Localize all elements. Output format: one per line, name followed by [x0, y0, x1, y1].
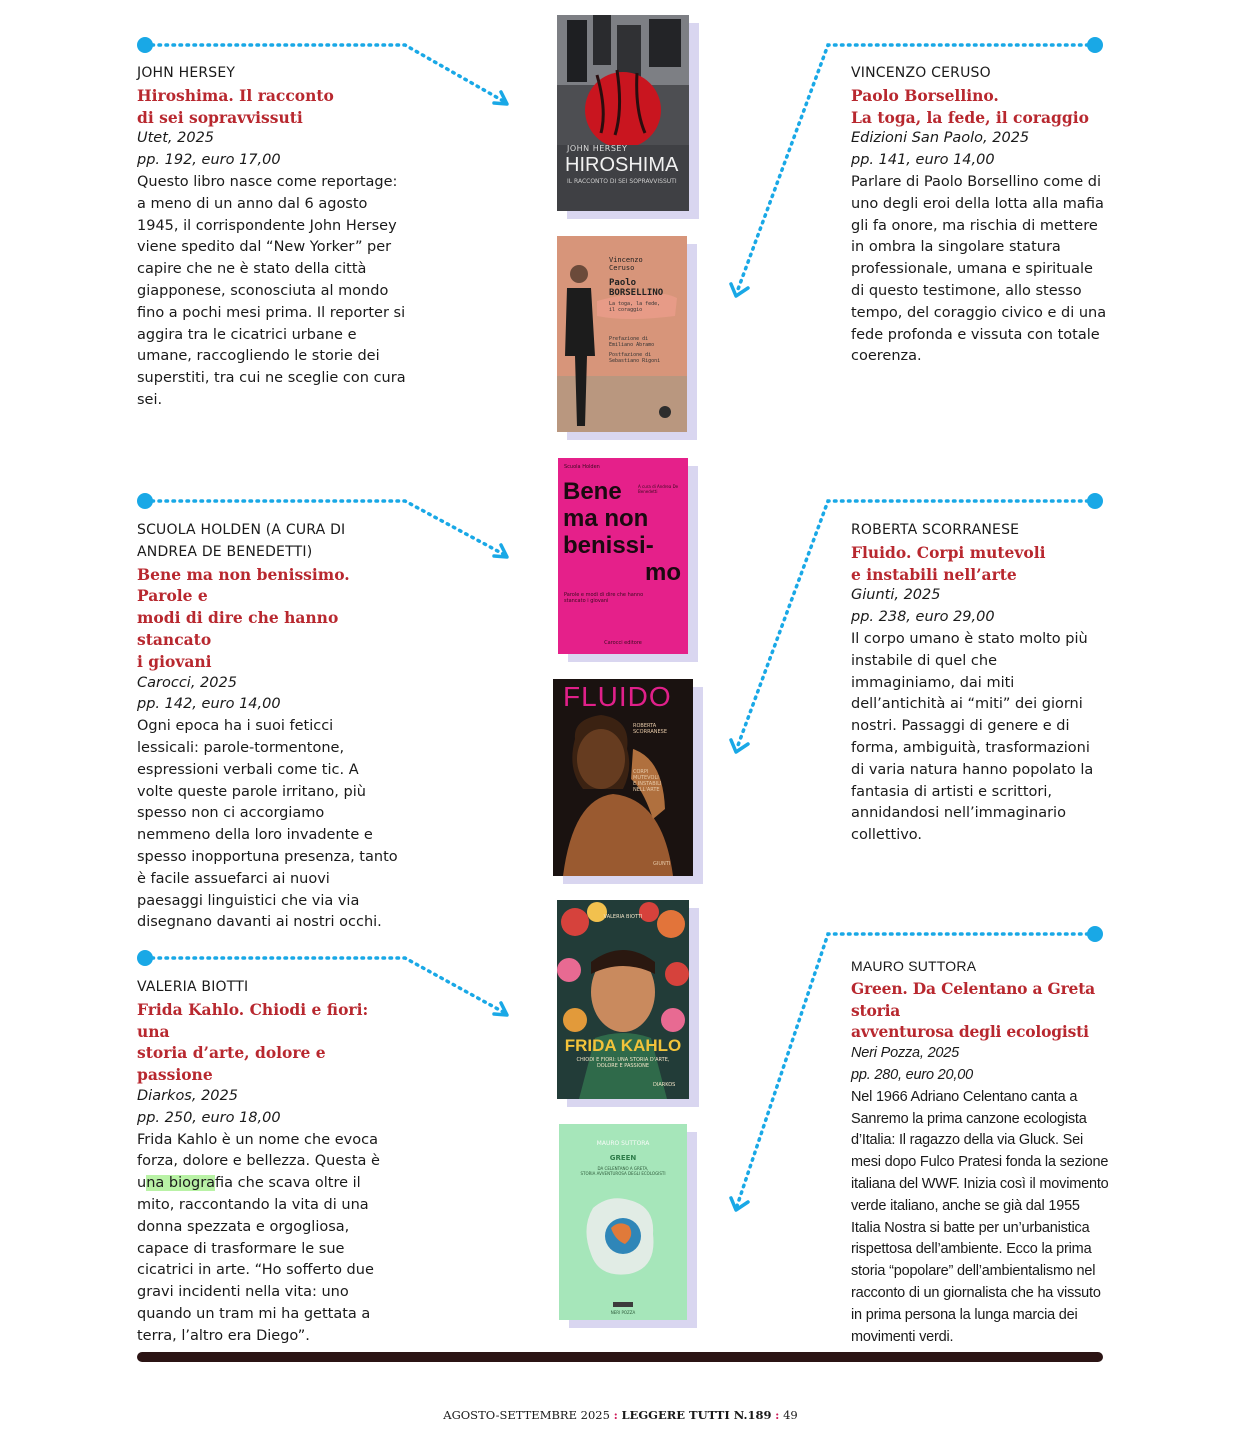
book-description: Questo libro nasce come reportage: a meno di un anno dal 6 agosto 1945, il corrispondente John Hersey viene spedito dal “New Yorker” per capire che ne è stato della città giapponese, sconosciuta al mondo fino a pochi mesi prima. Il reporter si aggira tra le cicatrici urbane e umane, raccogliendo le storie dei superstiti, tra cui ne sceglie con cura sei.: [137, 173, 406, 408]
cover-fluido: [553, 679, 693, 876]
connector-dot: [137, 493, 153, 509]
text-highlight: na biogra: [146, 1175, 216, 1192]
cover-subtitle: CHIODI E FIORI: UNA STORIA D'ARTE, DOLORE E PASSIONE: [576, 1057, 670, 1069]
cover-title: HIROSHIMA: [565, 154, 679, 176]
book-entry-frida-kahlo: [137, 977, 393, 1348]
book-author: SCUOLA HOLDEN (A CURA DI ANDREA DE BENEDETTI): [137, 522, 346, 560]
book-title: Fluido. Corpi mutevoli e instabili nell’arte: [851, 542, 1046, 584]
cover-bene-ma-non-benissimo: [558, 458, 688, 654]
cover-title: FRIDA KAHLO: [564, 1036, 682, 1055]
connector-dot: [137, 37, 153, 53]
book-price: pp. 141, euro 14,00: [851, 152, 995, 169]
book-description: Il corpo umano è stato molto più instabile di quel che immaginiamo, dai miti dell’antichità ai “miti” dei giorni nostri. Passaggi di genere e di forma, ambiguità, trasformazioni di varia natura hanno popolato la fantasia di artisti e scrittori, annidandosi nell’immaginario collettivo.: [851, 630, 1094, 844]
cover-author: JOHN HERSEY: [567, 144, 628, 153]
footer-issue-date: AGOSTO-SETTEMBRE 2025: [443, 1408, 610, 1422]
book-publisher: Neri Pozza, 2025: [851, 1045, 960, 1062]
book-description: Frida Kahlo è un nome che evoca forza, dolore e bellezza. Questa è una biografia che scava oltre il mito, raccontando la vita di una donna spezzata e orgogliosa, capace di trasformare le sue cicatrici in arte. “Ho sofferto due gravi incidenti nella vita: uno quando un tram mi ha gettata a terra, l’altro era Diego”.: [137, 1131, 380, 1344]
cover-author: Vincenzo Ceruso: [609, 256, 643, 272]
book-description: Ogni epoca ha i suoi feticci lessicali: parole-tormentone, espressioni verbali come tic. A volte queste parole irritano, più spesso non ci accorgiamo nemmeno della loro invadente e spesso inopportuna presenza, tanto è facile assuefarci ai nuovi paesaggi linguistici che via via disegnano davanti ai nostri occhi.: [137, 718, 398, 931]
connector-dot: [1087, 926, 1103, 942]
cover-hiroshima: [557, 15, 689, 211]
cover-art: [557, 900, 689, 1099]
footer-magazine: LEGGERE TUTTI N.189: [621, 1408, 772, 1422]
cover-title: GREEN: [609, 1154, 637, 1162]
book-title: Frida Kahlo. Chiodi e fiori: una storia d’arte, dolore e passione: [137, 999, 369, 1085]
book-entry-green: [851, 956, 1113, 1348]
footer-separator: :: [775, 1408, 780, 1422]
cover-editor: A cura di Andrea De Benedetti: [638, 484, 679, 494]
book-author: VINCENZO CERUSO: [851, 65, 991, 81]
book-entry-hiroshima: [137, 63, 407, 412]
cover-author: VALERIA BIOTTI: [603, 914, 643, 920]
book-publisher: Carocci, 2025: [137, 674, 237, 691]
book-price: pp. 192, euro 17,00: [137, 152, 281, 169]
cover-subtitle: Parole e modi di dire che hanno stancato i giovani: [564, 592, 644, 604]
footer-separator: :: [613, 1408, 618, 1422]
book-author: ROBERTA SCORRANESE: [851, 522, 1020, 538]
cover-subtitle: La toga, la fede, il coraggio: [609, 301, 661, 313]
cover-title: Bene ma non benissi- mo: [563, 478, 681, 586]
cover-publisher: DIARKOS: [653, 1082, 676, 1088]
cover-author: ROBERTA SCORRANESE: [633, 723, 667, 735]
cover-subtitle: DA CELENTANO A GRETA, STORIA AVVENTUROSA DEGLI ECOLOGISTI: [580, 1166, 666, 1176]
connector-dot: [1087, 37, 1103, 53]
book-title: Paolo Borsellino. La toga, la fede, il coraggio: [851, 85, 1089, 127]
book-author: VALERIA BIOTTI: [137, 979, 249, 995]
book-price: pp. 280, euro 20,00: [851, 1066, 973, 1083]
divider-rule: [137, 1352, 1103, 1362]
cover-title: FLUIDO: [563, 681, 672, 712]
book-author: MAURO SUTTORA: [851, 958, 977, 974]
book-publisher: Edizioni San Paolo, 2025: [851, 130, 1030, 147]
book-price: pp. 250, euro 18,00: [137, 1109, 281, 1126]
cover-subtitle: IL RACCONTO DI SEI SOPRAVVISSUTI: [567, 178, 677, 185]
cover-frida-kahlo: [557, 900, 689, 1099]
cover-publisher: GIUNTI: [653, 861, 671, 867]
book-title: Hiroshima. Il racconto di sei sopravvissuti: [137, 85, 334, 127]
connector-dot: [137, 950, 153, 966]
book-title: Bene ma non benissimo. Parole e modi di dire che hanno stancato i giovani: [137, 564, 350, 671]
page-footer: [0, 1408, 1241, 1422]
book-entry-fluido: [851, 520, 1103, 847]
book-description: Parlare di Paolo Borsellino come di uno degli eroi della lotta alla mafia gli fa onore, ma rischia di mettere in ombra la singolare statura professionale, umana e spirituale di questo testimone, allo stesso tempo, del coraggio civico e di una fede profonda e vissuta con totale coerenza.: [851, 173, 1107, 365]
cover-footer: Carocci editore: [604, 640, 642, 646]
book-publisher: Diarkos, 2025: [137, 1087, 238, 1104]
book-price: pp. 142, euro 14,00: [137, 696, 281, 713]
book-description: Nel 1966 Adriano Celentano canta a Sanremo la prima canzone ecologista d’Italia: Il ragazzo della via Gluck. Sei mesi dopo Fulco Pratesi fonda la sezione italiana del WWF. Inizia così il movimento verde italiano, anche se già dal 1955 Italia Nostra si batte per un’urbanistica rispettosa dell’ambiente. Ecco la prima storia “popolare” dell’ambientalismo nel racconto di un giornalista che ha vissuto in prima persona la lunga marcia dei movimenti verdi.: [851, 1088, 1109, 1345]
book-entry-bene-ma-non-benissimo: [137, 520, 399, 934]
book-entry-borsellino: [851, 63, 1109, 368]
book-price: pp. 238, euro 29,00: [851, 609, 995, 626]
cover-title: Paolo BORSELLINO: [609, 278, 664, 298]
book-author: JOHN HERSEY: [137, 65, 236, 81]
cover-green: [559, 1124, 687, 1320]
cover-subtitle: CORPI MUTEVOLI E INSTABILI NELL'ARTE: [633, 769, 662, 793]
footer-page-number: 49: [783, 1408, 798, 1422]
book-publisher: Utet, 2025: [137, 130, 215, 147]
cover-publisher: Scuola Holden: [564, 464, 600, 470]
book-title: Green. Da Celentano a Greta storia avventurosa degli ecologisti: [851, 978, 1096, 1042]
cover-author: MAURO SUTTORA: [596, 1140, 650, 1147]
book-publisher: Giunti, 2025: [851, 587, 941, 604]
connector-dot: [1087, 493, 1103, 509]
cover-publisher: NERI POZZA: [610, 1310, 636, 1315]
cover-credits: Prefazione di Emiliano Abramo Postfazione di Sebastiano Rigoni: [609, 336, 661, 364]
cover-borsellino: [557, 236, 687, 432]
